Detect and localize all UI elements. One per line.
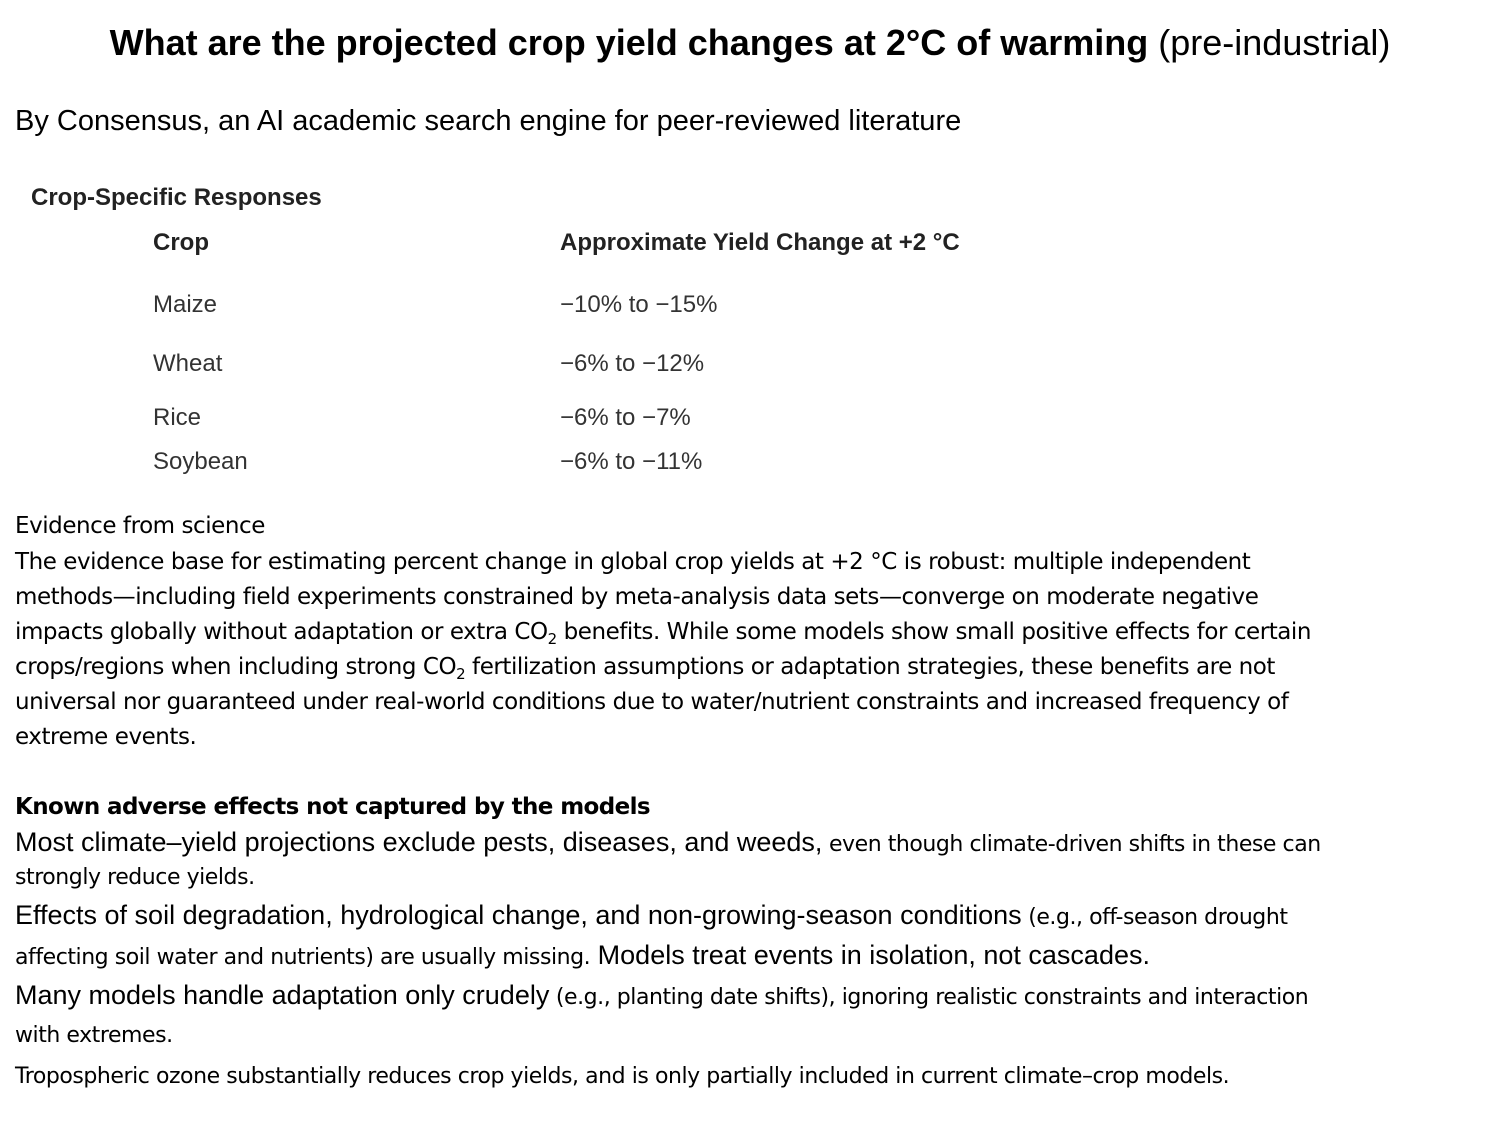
row-crop-name: Soybean [153, 448, 248, 475]
adverse-item-soil-cont: affecting soil water and nutrients) are usually missing. Models treat events in isolation, not cascades. [15, 940, 1150, 970]
adverse-item-pests-cont: strongly reduce yields. [15, 865, 255, 890]
page-subtitle: By Consensus, an AI academic search engine for peer-reviewed literature [15, 105, 962, 137]
column-header-yield-change: Approximate Yield Change at +2 °C [560, 229, 960, 256]
evidence-line: methods—including field experiments constrained by meta-analysis data sets—converge on moderate negative [15, 584, 1259, 610]
row-yield-change: −6% to −7% [560, 404, 691, 431]
adverse-item-ozone: Tropospheric ozone substantially reduces crop yields, and is only partially included in current climate–crop models. [15, 1064, 1230, 1089]
adverse-item-soil: Effects of soil degradation, hydrological change, and non-growing-season conditions (e.g., off-season drought [15, 900, 1288, 930]
evidence-paragraph [15, 545, 1311, 755]
adverse-item-adaptation: Many models handle adaptation only crudely (e.g., planting date shifts), ignoring realistic constraints and interaction [15, 980, 1309, 1010]
adverse-item-adaptation-cont: with extremes. [15, 1023, 173, 1048]
page-title [0, 20, 1500, 66]
evidence-heading: Evidence from science [15, 513, 265, 539]
crop-table-heading: Crop-Specific Responses [31, 184, 322, 211]
row-yield-change: −6% to −11% [560, 448, 703, 475]
adverse-item-pests: Most climate–yield projections exclude pests, diseases, and weeds, even though climate-driven shifts in these can [15, 827, 1321, 857]
title-main: What are the projected crop yield changes at 2°C of warming [109, 22, 1149, 63]
evidence-line: crops/regions when including strong $CO_2$ fertilization assumptions or adaptation strategies, these benefits are not [15, 654, 1275, 683]
row-yield-change: −10% to −15% [560, 291, 718, 318]
row-crop-name: Wheat [153, 350, 223, 377]
row-crop-name: Maize [153, 291, 218, 318]
column-header-crop: Crop [153, 229, 209, 256]
evidence-line: impacts globally without adaptation or extra $CO_2$ benefits. While some models show small positive effects for certain [15, 619, 1311, 648]
adverse-effects-heading: Known adverse effects not captured by the models [15, 794, 650, 820]
evidence-line: The evidence base for estimating percent change in global crop yields at +2 °C is robust: multiple independent [15, 549, 1251, 575]
row-crop-name: Rice [153, 404, 202, 431]
evidence-line: extreme events. [15, 724, 197, 750]
title-suffix: (pre-industrial) [1148, 22, 1391, 63]
crop-table-panel [0, 180, 1100, 500]
row-yield-change: −6% to −12% [560, 350, 705, 377]
evidence-line: universal nor guaranteed under real-world conditions due to water/nutrient constraints and increased frequency of [15, 689, 1289, 715]
